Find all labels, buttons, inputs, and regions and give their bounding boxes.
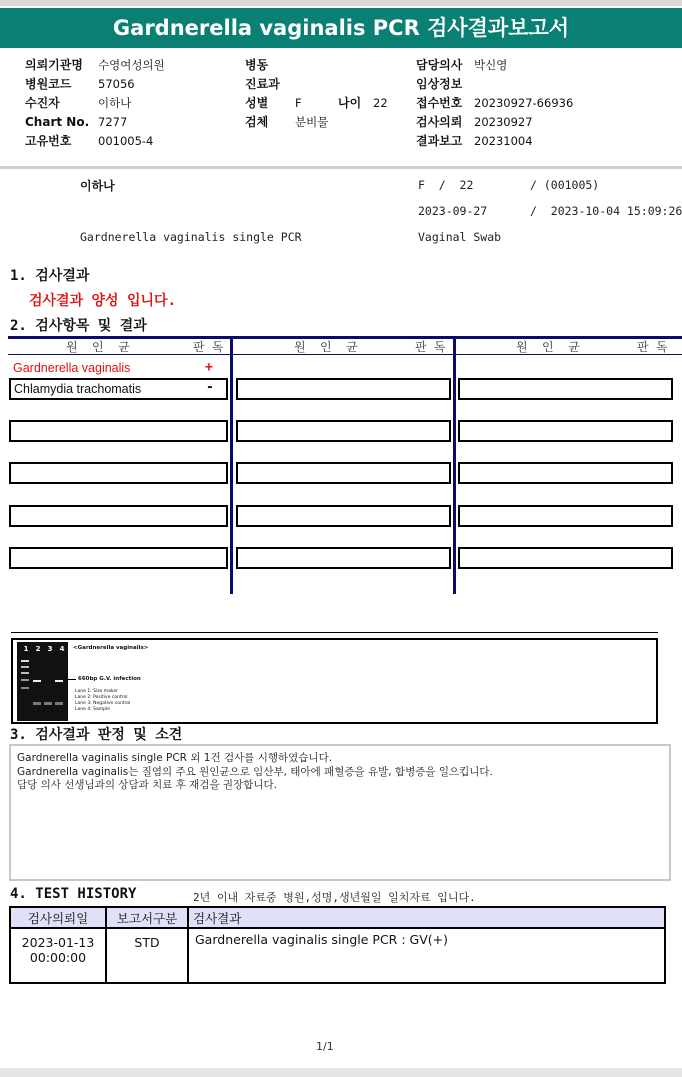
- gel-band: [33, 702, 41, 705]
- label-receipt-no: 접수번호: [416, 96, 463, 110]
- result-cell-2-5: [236, 505, 451, 527]
- gel-band: [21, 660, 29, 662]
- section4-title: 4. TEST HISTORY: [10, 886, 137, 902]
- gel-band-arrow: [68, 679, 76, 680]
- gel-band: [21, 672, 29, 674]
- result-cell-2-2: [236, 378, 451, 400]
- result-cell-1-6: [9, 547, 228, 569]
- col-header-judge-3: 판 독: [637, 340, 668, 354]
- header-col3: [416, 57, 666, 152]
- history-time: 00:00:00: [29, 950, 87, 965]
- col-header-judge-1: 판 독: [193, 340, 224, 354]
- result-cell-3-6: [458, 547, 673, 569]
- summary-sex-age: F / 22: [418, 178, 474, 192]
- gel-top-rule: [11, 632, 658, 633]
- page-number: 1/1: [316, 1040, 334, 1053]
- header-separator: [0, 166, 682, 169]
- gel-legend-item: Lane 1: Size maker: [75, 689, 118, 694]
- gel-lane-3: 3: [47, 645, 53, 653]
- value-report-date: 20231004: [474, 134, 533, 148]
- gel-band: [21, 666, 29, 668]
- gel-legend: [75, 689, 130, 713]
- gel-band: [21, 687, 29, 689]
- label-chart-no: Chart No.: [25, 115, 90, 129]
- summary-specimen: Vaginal Swab: [418, 230, 502, 244]
- label-patient: 수진자: [25, 96, 60, 110]
- result-germ-2: Chlamydia trachomatis: [14, 382, 142, 396]
- col-header-germ-2: 원 인 균: [294, 340, 358, 354]
- result-judgement-2: -: [206, 380, 214, 395]
- section1-title: 1. 검사결과: [10, 268, 90, 284]
- label-request-date: 검사의뢰: [416, 115, 463, 129]
- col-header-germ-3: 원 인 균: [516, 340, 580, 354]
- gel-band: [44, 702, 52, 705]
- age-field: [338, 95, 388, 111]
- report-title: Gardnerella vaginalis PCR 검사결과보고서: [0, 8, 682, 48]
- label-report-date: 결과보고: [416, 134, 463, 148]
- bottom-border: [0, 1068, 682, 1077]
- section3-title: 3. 검사결과 판정 및 소견: [10, 727, 183, 743]
- result-cell-3-5: [458, 505, 673, 527]
- result-cell-3-4: [458, 462, 673, 484]
- opinion-box: [9, 744, 671, 881]
- value-receipt-no: 20230927-66936: [474, 96, 574, 110]
- result-cell-2-4: [236, 462, 451, 484]
- result-cell-2-6: [236, 547, 451, 569]
- col-header-germ-1: 원 인 균: [66, 340, 130, 354]
- value-doctor: 박신영: [474, 58, 508, 72]
- summary-received: 2023-09-27: [418, 204, 488, 218]
- history-header-row: [10, 907, 665, 928]
- result-cell-3-2: [458, 378, 673, 400]
- gel-title: <Gardnerella vaginalis>: [73, 645, 149, 651]
- history-col-type: 보고서구분: [106, 907, 188, 928]
- gel-band: [55, 702, 63, 705]
- label-unique-no: 고유번호: [25, 134, 72, 148]
- col-header-judge-2: 판 독: [415, 340, 446, 354]
- result-positive-text: 검사결과 양성 입니다.: [29, 293, 177, 309]
- column-divider-1: [230, 338, 233, 594]
- result-cell-2-3: [236, 420, 451, 442]
- label-department: 진료과: [245, 77, 280, 91]
- value-unique-no: 001005-4: [98, 134, 154, 148]
- label-age: 나이: [338, 96, 362, 110]
- result-judgement-1: +: [205, 360, 213, 375]
- value-chart-no: 7277: [98, 115, 128, 129]
- table-row: [10, 928, 665, 983]
- label-institution: 의뢰기관명: [25, 58, 83, 72]
- gel-lane-2: 2: [35, 645, 41, 653]
- history-type: STD: [106, 928, 188, 983]
- gel-band: [21, 679, 29, 681]
- value-age: 22: [373, 96, 388, 110]
- summary-reported: / 2023-10-04 15:09:26: [530, 204, 682, 218]
- result-cell-1-4: [9, 462, 228, 484]
- opinion-line-3: 담당 의사 선생님과의 상담과 치료 후 재검을 권장합니다.: [17, 779, 277, 791]
- label-doctor: 담당의사: [416, 58, 463, 72]
- result-cell-3-3: [458, 420, 673, 442]
- column-divider-2: [453, 338, 456, 594]
- opinion-line-1: Gardnerella vaginalis single PCR 외 1건 검사를 시행하였습니다.: [17, 752, 333, 764]
- label-clinical-info: 임상정보: [416, 77, 463, 91]
- history-table: [9, 906, 666, 984]
- value-hospital-code: 57056: [98, 77, 135, 91]
- value-institution: 수영여성의원: [98, 58, 165, 72]
- value-specimen: 분비물: [295, 115, 329, 129]
- value-patient: 이하나: [98, 96, 132, 110]
- label-sex: 성별: [245, 96, 269, 110]
- history-col-date: 검사의뢰일: [10, 907, 106, 928]
- history-note: 2년 이내 자료중 병원,성명,생년월일 일치자료 입니다.: [193, 891, 476, 904]
- history-date: 2023-01-13: [21, 935, 95, 950]
- gel-photo: [17, 642, 68, 721]
- history-col-result: 검사결과: [188, 907, 665, 928]
- label-ward: 병동: [245, 58, 269, 72]
- top-border: [0, 0, 682, 6]
- value-sex: F: [295, 96, 302, 110]
- gel-legend-item: Lane 2: Positive control: [75, 695, 128, 700]
- label-hospital-code: 병원코드: [25, 77, 72, 91]
- summary-test: Gardnerella vaginalis single PCR: [80, 230, 302, 244]
- opinion-line-2: Gardnerella vaginalis는 질염의 주요 원인균으로 임산부, 태아에 패혈증을 유발, 합병증을 일으킵니다.: [17, 765, 493, 778]
- history-result: Gardnerella vaginalis single PCR : GV(+): [188, 928, 665, 983]
- value-request-date: 20230927: [474, 115, 533, 129]
- gel-band-label: 660bp G.V. infection: [78, 676, 141, 682]
- gel-lane-4: 4: [59, 645, 65, 653]
- gel-legend-item: Lane 4: Sample: [75, 707, 110, 712]
- gel-band: [33, 680, 41, 682]
- summary-id: / (001005): [530, 178, 600, 192]
- label-specimen: 검체: [245, 115, 269, 129]
- header-col1: [25, 57, 235, 152]
- gel-band: [55, 680, 63, 682]
- result-cell-1-3: [9, 420, 228, 442]
- section2-title: 2. 검사항목 및 결과: [10, 318, 147, 334]
- gel-lane-labels: [20, 645, 68, 653]
- gel-lane-1: 1: [23, 645, 29, 653]
- result-germ-1: Gardnerella vaginalis: [13, 361, 131, 375]
- gel-legend-item: Lane 3: Negative control: [75, 701, 131, 706]
- history-date-cell: [10, 928, 106, 983]
- result-cell-1-5: [9, 505, 228, 527]
- summary-name: 이하나: [80, 179, 115, 193]
